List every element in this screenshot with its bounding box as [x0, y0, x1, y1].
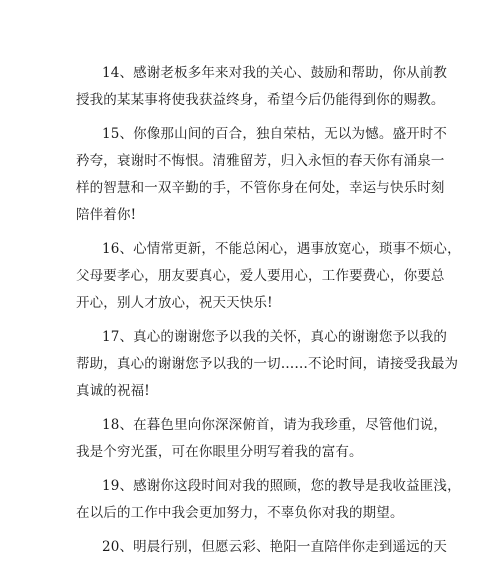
paragraph-line: 19、感谢你这段时间对我的照顾，您的教导是我收益匪浅，	[102, 478, 461, 494]
paragraph-line: 14、感谢老板多年来对我的关心、鼓励和帮助，你从前教	[102, 65, 448, 81]
paragraph-line: 矜夸，衰谢时不悔恨。清雅留芳，归入永恒的春天你有涌泉一	[76, 153, 445, 169]
paragraph-line: 帮助，真心的谢谢您予以我的一切……不论时间，请接受我最为	[76, 356, 459, 372]
paragraph-line: 我是个穷光蛋，可在你眼里分明写着我的富有。	[76, 444, 363, 460]
paragraph-line: 陪伴着你!	[76, 207, 137, 223]
paragraph-line: 17、真心的谢谢您予以我的关怀，真心的谢谢您予以我的	[102, 329, 448, 345]
paragraph-line: 授我的某某事将使我获益终身，希望今后仍能得到你的赐教。	[76, 92, 445, 108]
paragraph-17	[76, 324, 459, 405]
paragraph-line: 16、心情常更新，不能总闲心，遇事放宽心，琐事不烦心，	[102, 241, 461, 257]
paragraph-14	[76, 60, 448, 114]
paragraph-line: 开心，别人才放心，祝天天快乐!	[76, 295, 273, 311]
paragraph-15	[76, 121, 448, 229]
paragraph-line: 样的智慧和一双辛勤的手，不管你身在何处，幸运与快乐时刻	[76, 180, 445, 196]
paragraph-16	[76, 236, 461, 317]
paragraph-line: 18、在暮色里向你深深俯首，请为我珍重，尽管他们说，	[102, 417, 448, 433]
paragraph-19	[76, 473, 461, 527]
paragraph-line: 父母要孝心，朋友要真心，爱人要用心，工作要费心，你要总	[76, 268, 445, 284]
paragraph-line: 20、明晨行别，但愿云彩、艳阳一直陪伴你走到遥远的天	[102, 539, 448, 555]
paragraph-18	[76, 412, 448, 466]
paragraph-20	[76, 534, 448, 561]
paragraph-line: 15、你像那山间的百合，独自荣枯，无以为憾。盛开时不	[102, 126, 448, 142]
paragraph-line: 真诚的祝福!	[76, 383, 150, 399]
paragraph-line: 在以后的工作中我会更加努力，不辜负你对我的期望。	[76, 505, 404, 521]
